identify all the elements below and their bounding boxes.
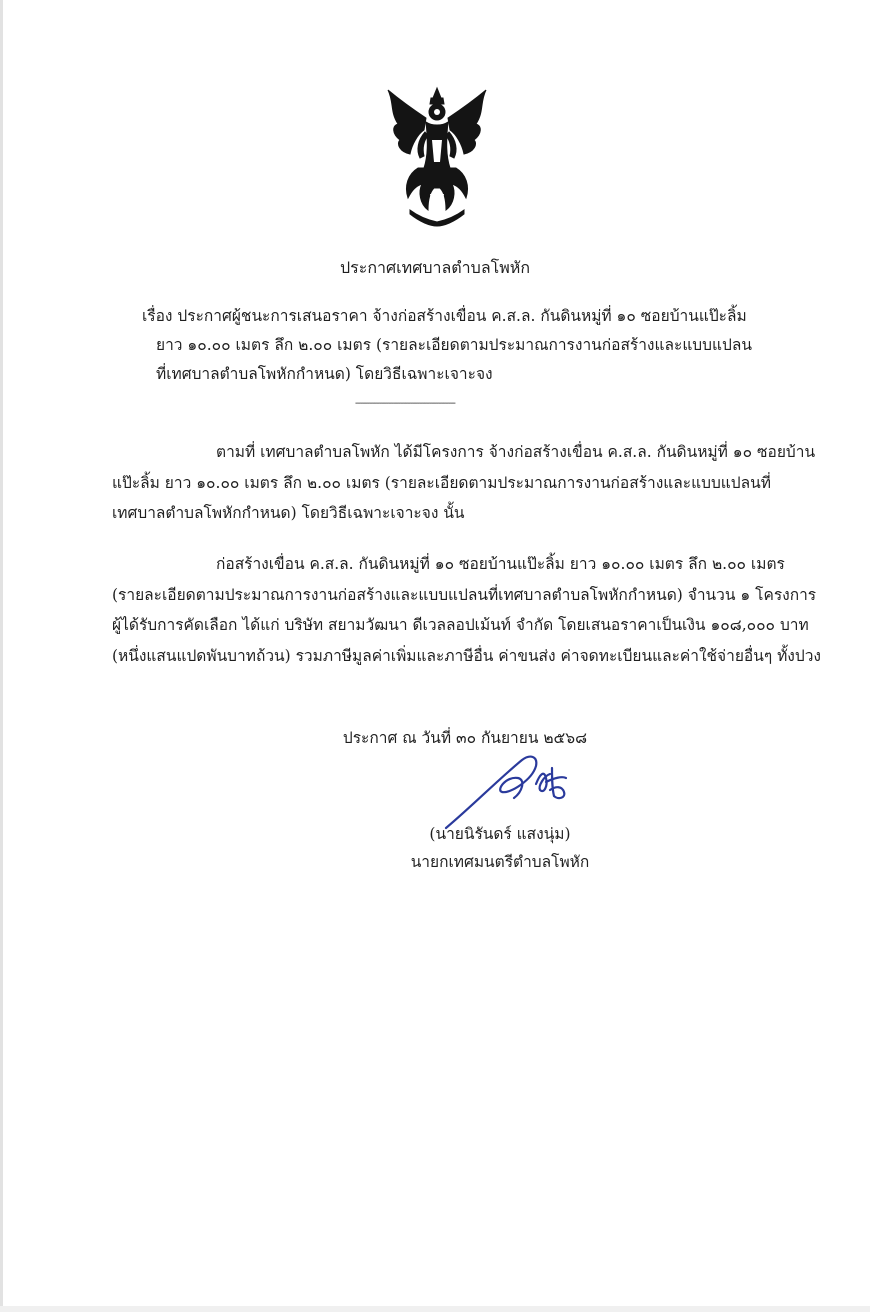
paragraph-line: (หนึ่งแสนแปดพันบาทถ้วน) รวมภาษีมูลค่าเพิ่มและภาษีอื่น ค่าขนส่ง ค่าจดทะเบียนและค่าใช้จ่ายอื่นๆ ทั้งปวง <box>112 646 821 665</box>
subject-block <box>142 302 762 389</box>
separator-line: ------------------------------------------ <box>355 398 455 409</box>
subject-line: ยาว ๑๐.๐๐ เมตร ลึก ๒.๐๐ เมตร (รายละเอียดตามประมาณการงานก่อสร้างและแบบแปลน <box>156 336 752 354</box>
signer-name: (นายนิรันดร์ แสงนุ่ม) <box>429 825 571 843</box>
announcement-date: ประกาศ ณ วันที่ ๓๐ กันยายน ๒๕๖๘ <box>342 729 588 747</box>
paragraph-line: ผู้ได้รับการคัดเลือก ได้แก่ บริษัท สยามวัฒนา ดีเวลลอปเม้นท์ จำกัด โดยเสนอราคาเป็นเงิน ๑๐๘,๐๐๐ บาท <box>112 616 809 634</box>
body-paragraph-2 <box>112 549 821 671</box>
subject-line: ที่เทศบาลตำบลโพหักกำหนด) โดยวิธีเฉพาะเจาะจง <box>156 365 493 383</box>
body-paragraph-1 <box>112 437 816 529</box>
garuda-emblem-icon <box>378 82 496 228</box>
paragraph-line: แป๊ะลิ้ม ยาว ๑๐.๐๐ เมตร ลึก ๒.๐๐ เมตร (รายละเอียดตามประมาณการงานก่อสร้างและแบบแปลนที่ <box>112 473 771 492</box>
subject-line: เรื่อง ประกาศผู้ชนะการเสนอราคา จ้างก่อสร้างเขื่อน ค.ส.ล. กันดินหมู่ที่ ๑๐ ซอยบ้านแป๊ะลิ้ม <box>142 307 747 325</box>
signer-position: นายกเทศมนตรีตำบลโพหัก <box>410 853 590 871</box>
page-left-edge <box>0 0 3 1312</box>
paragraph-line: ก่อสร้างเขื่อน ค.ส.ล. กันดินหมู่ที่ ๑๐ ซอยบ้านแป๊ะลิ้ม ยาว ๑๐.๐๐ เมตร ลึก ๒.๐๐ เมตร <box>216 555 785 573</box>
announcement-title: ประกาศเทศบาลตำบลโพหัก <box>340 258 530 277</box>
paragraph-line: เทศบาลตำบลโพหักกำหนด) โดยวิธีเฉพาะเจาะจง นั้น <box>112 504 465 522</box>
paragraph-line: ตามที่ เทศบาลตำบลโพหัก ได้มีโครงการ จ้างก่อสร้างเขื่อน ค.ส.ล. กันดินหมู่ที่ ๑๐ ซอยบ้าน <box>216 443 816 461</box>
signature-icon <box>440 748 580 832</box>
paragraph-line: (รายละเอียดตามประมาณการงานก่อสร้างและแบบแปลนที่เทศบาลตำบลโพหักกำหนด) จำนวน ๑ โครงการ <box>112 585 817 604</box>
page-bottom-edge <box>0 1306 870 1312</box>
